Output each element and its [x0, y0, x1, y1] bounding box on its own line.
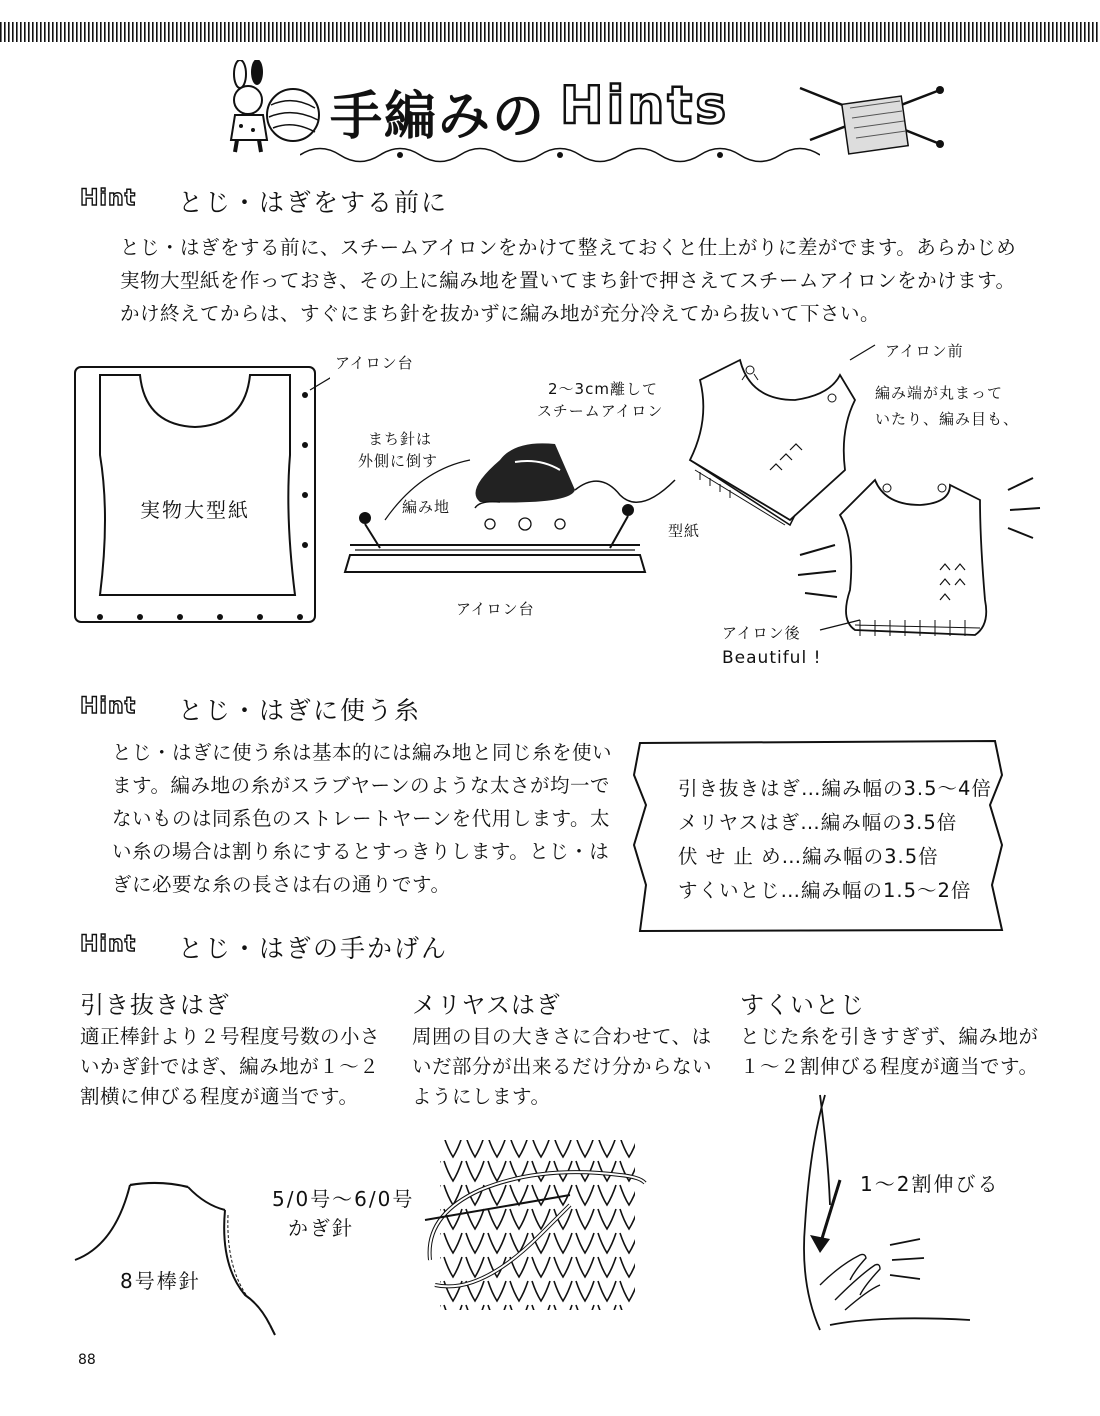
wavy-underline: [300, 140, 820, 170]
label-hook: かぎ針: [288, 1216, 354, 1240]
column-meriyasu: [412, 985, 722, 1112]
label-needle: 8号棒針: [120, 1269, 201, 1293]
column-line: いだ部分が出来るだけ分からない: [412, 1055, 713, 1078]
label-steam-2: スチームアイロン: [537, 402, 664, 420]
mattress-stitch-diagram: [780, 1085, 980, 1335]
page-number: 88: [78, 1352, 96, 1368]
label-pin-2: 外側に倒す: [358, 452, 439, 470]
section2-line: ぎに必要な糸の長さは右の通りです。: [112, 873, 451, 896]
column-line: 適正棒針より２号程度号数の小さ: [80, 1025, 381, 1048]
column-line: いかぎ針ではぎ、編み地が１～２: [80, 1055, 380, 1078]
section1-body: [120, 231, 1020, 330]
section2-line: ないものは同系色のストレートヤーンを代用します。太: [112, 807, 611, 830]
section2-hint-tag: Hint: [80, 694, 137, 719]
yarn-length-row: メリヤスはぎ…編み幅の3.5倍: [678, 811, 958, 834]
section2-line: とじ・はぎに使う糸は基本的には編み地と同じ糸を使い: [112, 741, 613, 764]
column-heading: 引き抜きはぎ: [80, 991, 230, 1019]
yarn-length-row: 引き抜きはぎ…編み幅の3.5～4倍: [678, 777, 992, 800]
title-jp: 手編みの: [330, 87, 547, 147]
column-line: とじた糸を引きすぎず、編み地が: [740, 1025, 1039, 1048]
section3-title: とじ・はぎの手かげん: [178, 934, 449, 963]
column-text: [80, 1022, 400, 1112]
top-ruler: [0, 22, 1100, 42]
column-heading: メリヤスはぎ: [412, 991, 562, 1019]
section3-hint-tag: Hint: [80, 932, 137, 957]
yarn-length-row: 伏 せ 止 め…編み幅の3.5倍: [678, 845, 939, 868]
column-hikinuki: [80, 985, 400, 1112]
title-en: Hints: [560, 76, 730, 136]
column-line: １～２割伸びる程度が適当です。: [740, 1055, 1039, 1078]
label-before: アイロン前: [885, 342, 964, 360]
column-line: 割横に伸びる程度が適当です。: [80, 1085, 359, 1108]
kitchener-stitch-diagram: [420, 1135, 650, 1315]
label-knit-fabric: 編み地: [402, 498, 451, 516]
section2-line: ます。編み地の糸がスラブヤーンのような太さが均一で: [112, 774, 611, 797]
label-before-note-2: いたり、編み目も、: [875, 410, 1020, 428]
label-pattern: 型紙: [668, 522, 701, 540]
section1-title: とじ・はぎをする前に: [178, 188, 449, 217]
section1-line: かけ終えてからは、すぐにまち針を抜かずに編み地が充分冷えてから抜いて下さい。: [120, 302, 881, 325]
yarn-length-row: すくいとじ…編み幅の1.5～2倍: [678, 879, 972, 902]
section2-line: い糸の場合は割り糸にするとすっきりします。とじ・は: [112, 840, 610, 863]
column-line: ようにします。: [412, 1085, 551, 1108]
label-ironing-board: アイロン台: [335, 354, 414, 372]
section1-line: とじ・はぎをする前に、スチームアイロンをかけて整えておくと仕上がりに差がでます。あらかじめ: [120, 236, 1017, 259]
label-stretch: 1～2割伸びる: [860, 1172, 1000, 1196]
column-sukui: [740, 985, 1060, 1082]
column-text: [412, 1022, 722, 1112]
column-text: [740, 1022, 1060, 1082]
column-heading: すくいとじ: [740, 991, 865, 1019]
label-before-note-1: 編み端が丸まって: [875, 384, 1004, 402]
label-pattern-paper: 実物大型紙: [140, 498, 250, 522]
header: [215, 60, 825, 170]
label-steam-1: 2～3cm離して: [548, 380, 658, 398]
label-board-bottom: アイロン台: [456, 600, 535, 618]
section2-body: [112, 736, 632, 901]
label-pin-1: まち針は: [368, 430, 433, 448]
section1-line: 実物大型紙を作っておき、その上に編み地を置いてまち針で押さえてスチームアイロンをかけます。: [120, 269, 1016, 292]
column-line: 周囲の目の大きさに合わせて、は: [412, 1025, 712, 1048]
section1-hint-tag: Hint: [80, 186, 137, 211]
label-after: アイロン後: [722, 624, 801, 642]
yarn-length-box: [678, 772, 992, 908]
shoulder-seam-diagram: [70, 1175, 290, 1340]
label-hook-size: 5/0号～6/0号: [272, 1187, 415, 1211]
label-beautiful: Beautiful !: [722, 648, 822, 668]
section2-title: とじ・はぎに使う糸: [178, 696, 422, 725]
